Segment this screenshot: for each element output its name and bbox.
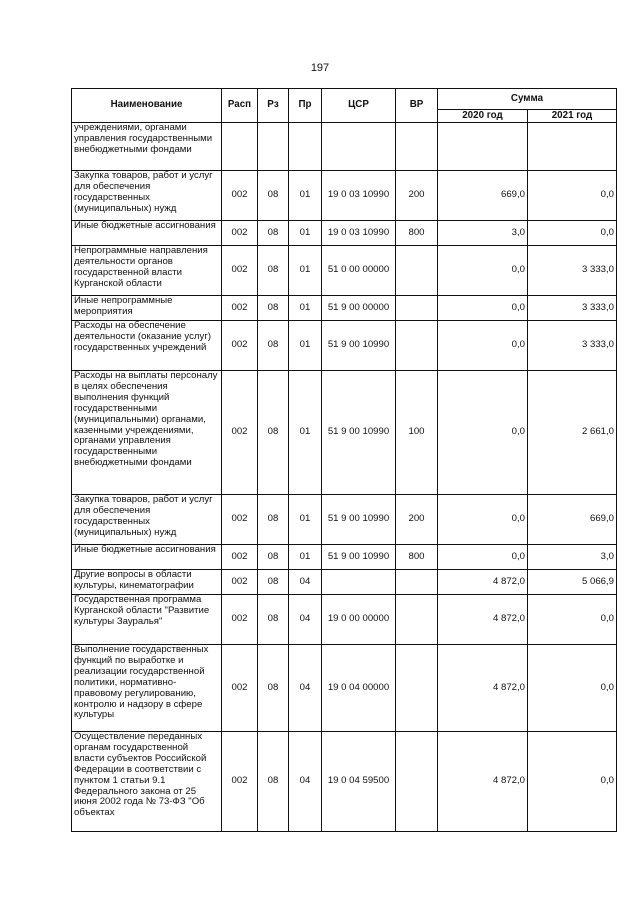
row-csr: 19 0 00 00000 bbox=[322, 595, 396, 645]
header-vr: ВР bbox=[396, 89, 438, 123]
row-name: Другие вопросы в области культуры, кинематографии bbox=[72, 570, 222, 595]
row-rasp: 002 bbox=[222, 296, 258, 321]
table-row bbox=[72, 371, 617, 495]
row-sum-2021: 0,0 bbox=[528, 171, 617, 221]
row-sum-2020: 4 872,0 bbox=[438, 732, 528, 832]
row-sum-2021: 3 333,0 bbox=[528, 321, 617, 371]
row-sum-2020: 669,0 bbox=[438, 171, 528, 221]
row-sum-2020: 0,0 bbox=[438, 495, 528, 545]
header-name: Наименование bbox=[72, 89, 222, 123]
row-rz bbox=[258, 123, 289, 171]
row-rasp: 002 bbox=[222, 246, 258, 296]
row-sum-2021: 0,0 bbox=[528, 595, 617, 645]
row-vr bbox=[396, 321, 438, 371]
row-rz: 08 bbox=[258, 371, 289, 495]
row-csr: 51 9 00 10990 bbox=[322, 495, 396, 545]
table-row bbox=[72, 321, 617, 371]
row-rasp: 002 bbox=[222, 545, 258, 570]
row-sum-2020 bbox=[438, 123, 528, 171]
row-csr: 51 9 00 10990 bbox=[322, 371, 396, 495]
table-row bbox=[72, 595, 617, 645]
row-pr: 04 bbox=[289, 595, 322, 645]
row-rasp: 002 bbox=[222, 371, 258, 495]
header-rasp: Расп bbox=[222, 89, 258, 123]
row-vr: 200 bbox=[396, 171, 438, 221]
row-rasp: 002 bbox=[222, 595, 258, 645]
row-sum-2020: 4 872,0 bbox=[438, 570, 528, 595]
row-rz: 08 bbox=[258, 171, 289, 221]
row-rasp: 002 bbox=[222, 171, 258, 221]
row-sum-2020: 0,0 bbox=[438, 246, 528, 296]
row-csr: 51 9 00 10990 bbox=[322, 321, 396, 371]
row-rz: 08 bbox=[258, 545, 289, 570]
row-rz: 08 bbox=[258, 595, 289, 645]
row-sum-2020: 4 872,0 bbox=[438, 645, 528, 732]
row-pr: 04 bbox=[289, 570, 322, 595]
table-row bbox=[72, 545, 617, 570]
header-rz: Рз bbox=[258, 89, 289, 123]
row-rz: 08 bbox=[258, 221, 289, 246]
row-vr bbox=[396, 645, 438, 732]
row-sum-2021: 2 661,0 bbox=[528, 371, 617, 495]
row-sum-2020: 3,0 bbox=[438, 221, 528, 246]
row-pr: 01 bbox=[289, 246, 322, 296]
row-sum-2021: 3,0 bbox=[528, 545, 617, 570]
row-vr: 200 bbox=[396, 495, 438, 545]
row-name: Иные бюджетные ассигнования bbox=[72, 545, 222, 570]
row-name: Закупка товаров, работ и услуг для обеспечения государственных (муниципальных) нужд bbox=[72, 495, 222, 545]
row-rasp: 002 bbox=[222, 495, 258, 545]
row-csr: 51 0 00 00000 bbox=[322, 246, 396, 296]
row-csr bbox=[322, 123, 396, 171]
row-name: Выполнение государственных функций по выработке и реализации государственной политики, нормативно-правовому регулированию, контролю и надзору в сфере культуры bbox=[72, 645, 222, 732]
row-csr bbox=[322, 570, 396, 595]
row-pr: 01 bbox=[289, 221, 322, 246]
row-rz: 08 bbox=[258, 296, 289, 321]
row-pr: 04 bbox=[289, 732, 322, 832]
row-vr bbox=[396, 123, 438, 171]
row-vr: 800 bbox=[396, 221, 438, 246]
header-pr: Пр bbox=[289, 89, 322, 123]
row-sum-2020: 0,0 bbox=[438, 545, 528, 570]
row-sum-2020: 0,0 bbox=[438, 296, 528, 321]
row-vr bbox=[396, 296, 438, 321]
row-name: Расходы на выплаты персоналу в целях обеспечения выполнения функций государственными (муниципальными) органами, казенными учреждениями, органами управления государственными внебюджетными фондами bbox=[72, 371, 222, 495]
header-year-2020: 2020 год bbox=[438, 110, 528, 123]
row-name: Государственная программа Курганской области "Развитие культуры Зауралья" bbox=[72, 595, 222, 645]
row-sum-2020: 0,0 bbox=[438, 321, 528, 371]
table-row bbox=[72, 495, 617, 545]
row-rz: 08 bbox=[258, 321, 289, 371]
row-rasp: 002 bbox=[222, 645, 258, 732]
row-csr: 51 9 00 10990 bbox=[322, 545, 396, 570]
header-summa: Сумма bbox=[438, 89, 617, 110]
row-rasp: 002 bbox=[222, 570, 258, 595]
table-row bbox=[72, 221, 617, 246]
row-name: Непрограммные направления деятельности органов государственной власти Курганской области bbox=[72, 246, 222, 296]
row-name: Иные бюджетные ассигнования bbox=[72, 221, 222, 246]
row-vr bbox=[396, 595, 438, 645]
header-csr: ЦСР bbox=[322, 89, 396, 123]
table-row bbox=[72, 645, 617, 732]
row-rasp: 002 bbox=[222, 732, 258, 832]
row-pr: 04 bbox=[289, 645, 322, 732]
row-csr: 19 0 03 10990 bbox=[322, 171, 396, 221]
row-sum-2021: 3 333,0 bbox=[528, 246, 617, 296]
row-rz: 08 bbox=[258, 570, 289, 595]
row-sum-2020: 4 872,0 bbox=[438, 595, 528, 645]
table-row bbox=[72, 123, 617, 171]
row-vr bbox=[396, 246, 438, 296]
row-csr: 19 0 04 59500 bbox=[322, 732, 396, 832]
row-sum-2021 bbox=[528, 123, 617, 171]
table-row bbox=[72, 246, 617, 296]
table-row bbox=[72, 171, 617, 221]
header-year-2021: 2021 год bbox=[528, 110, 617, 123]
row-name: Закупка товаров, работ и услуг для обеспечения государственных (муниципальных) нужд bbox=[72, 171, 222, 221]
row-rz: 08 bbox=[258, 732, 289, 832]
budget-table bbox=[71, 88, 617, 832]
row-pr: 01 bbox=[289, 321, 322, 371]
table-row bbox=[72, 296, 617, 321]
row-pr bbox=[289, 123, 322, 171]
row-rz: 08 bbox=[258, 495, 289, 545]
row-rasp bbox=[222, 123, 258, 171]
row-csr: 19 0 03 10990 bbox=[322, 221, 396, 246]
row-name: Расходы на обеспечение деятельности (оказание услуг) государственных учреждений bbox=[72, 321, 222, 371]
row-pr: 01 bbox=[289, 296, 322, 321]
row-name: учреждениями, органами управления государственными внебюджетными фондами bbox=[72, 123, 222, 171]
row-name: Осуществление переданных органам государственной власти субъектов Российской Федерации в соответствии с пунктом 1 статьи 9.1 Федерального закона от 25 июня 2002 года № 73-ФЗ "Об объектах bbox=[72, 732, 222, 832]
row-vr bbox=[396, 570, 438, 595]
row-pr: 01 bbox=[289, 371, 322, 495]
table-row bbox=[72, 732, 617, 832]
page-number: 197 bbox=[310, 62, 330, 74]
table-row bbox=[72, 570, 617, 595]
row-pr: 01 bbox=[289, 545, 322, 570]
row-sum-2021: 669,0 bbox=[528, 495, 617, 545]
row-pr: 01 bbox=[289, 171, 322, 221]
row-rasp: 002 bbox=[222, 221, 258, 246]
row-name: Иные непрограммные мероприятия bbox=[72, 296, 222, 321]
row-vr bbox=[396, 732, 438, 832]
row-sum-2020: 0,0 bbox=[438, 371, 528, 495]
row-rz: 08 bbox=[258, 246, 289, 296]
row-rasp: 002 bbox=[222, 321, 258, 371]
row-sum-2021: 5 066,9 bbox=[528, 570, 617, 595]
row-vr: 100 bbox=[396, 371, 438, 495]
row-sum-2021: 0,0 bbox=[528, 645, 617, 732]
row-csr: 19 0 04 00000 bbox=[322, 645, 396, 732]
row-rz: 08 bbox=[258, 645, 289, 732]
row-vr: 800 bbox=[396, 545, 438, 570]
row-sum-2021: 3 333,0 bbox=[528, 296, 617, 321]
row-csr: 51 9 00 00000 bbox=[322, 296, 396, 321]
row-sum-2021: 0,0 bbox=[528, 732, 617, 832]
row-pr: 01 bbox=[289, 495, 322, 545]
row-sum-2021: 0,0 bbox=[528, 221, 617, 246]
